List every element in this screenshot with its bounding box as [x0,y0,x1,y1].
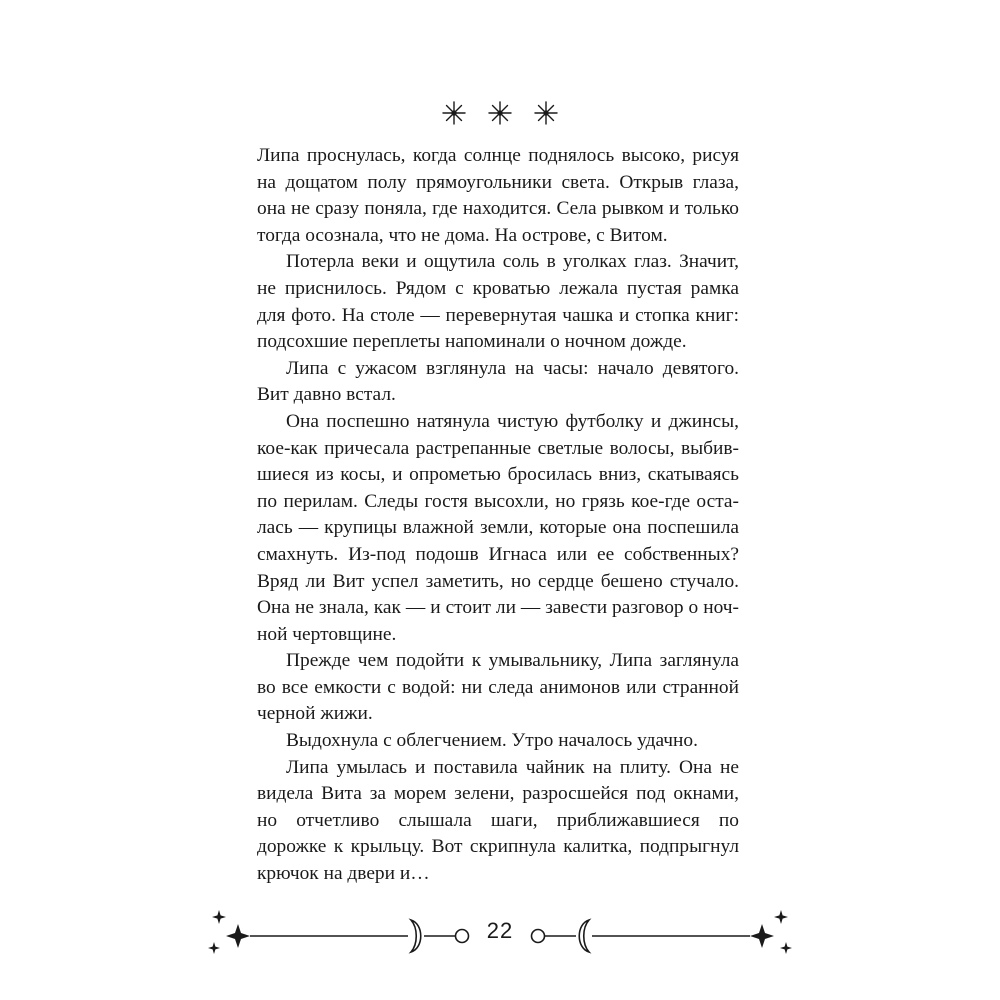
four-point-star-icon [780,942,792,954]
crescent-moon-icon [411,920,421,952]
circle-icon [532,930,545,943]
body-text [257,143,739,888]
page-number: 22 [486,918,514,943]
crescent-moon-icon [579,920,589,952]
sparkle-star-icon [442,101,466,125]
paragraph: Она поспешно натянула чистую футболку и джинсы, кое-как причесала растрепанные светлые волосы, выбившиеся из косы, и опрометью бросилась вниз, скатываясь по перилам. Следы гостя высохли, но грязь кое-где осталась — крупицы влажной земли, которые она поспешила смахнуть. Из-под подошв Игнаса или ее собственных? Вряд ли Вит успел заметить, но сердце бешено стучало. Она не знала, как — и стоит ли — завести разговор о ночной чертовщине. [257,410,739,645]
circle-icon [456,930,469,943]
paragraph: Липа с ужасом взглянула на часы: начало девятого. Вит давно встал. [257,357,739,406]
four-point-star-icon [212,910,226,924]
four-point-star-icon [208,942,220,954]
four-point-star-icon [774,910,788,924]
sparkle-star-icon [534,101,558,125]
section-break-ornament [0,98,1000,128]
sparkle-star-icon [488,101,512,125]
four-point-star-icon [750,924,774,948]
four-point-star-icon [226,924,250,948]
paragraph: Потерла веки и ощутила соль в уголках глаз. Значит, не приснилось. Рядом с кроватью лежала пустая рамка для фото. На столе — перевернутая чашка и стопка книг: подсохшие переплеты напоминали о ночном дожде. [257,251,739,353]
paragraph: Выдохнула с облегчением. Утро началось удачно. [286,730,698,752]
paragraph: Липа проснулась, когда солнце поднялось высоко, рисуя на дощатом полу прямоугольники света. Открыв глаза, она не сразу поняла, где находится. Села рывком и только тогда осознала, что не дома. На острове, с Витом. [257,145,739,246]
paragraph: Липа умылась и поставила чайник на плиту. Она не видела Вита за морем зелени, разросшейся под окнами, но отчетливо слышала шаги, приближавшиеся по дорожке к крыльцу. Вот скрипнула калитка, подпрыгнул крючок на двери и… [257,756,739,885]
paragraph: Прежде чем подойти к умывальнику, Липа заглянула во все емкости с водой: ни следа анимонов или странной черной жижи. [257,650,739,725]
